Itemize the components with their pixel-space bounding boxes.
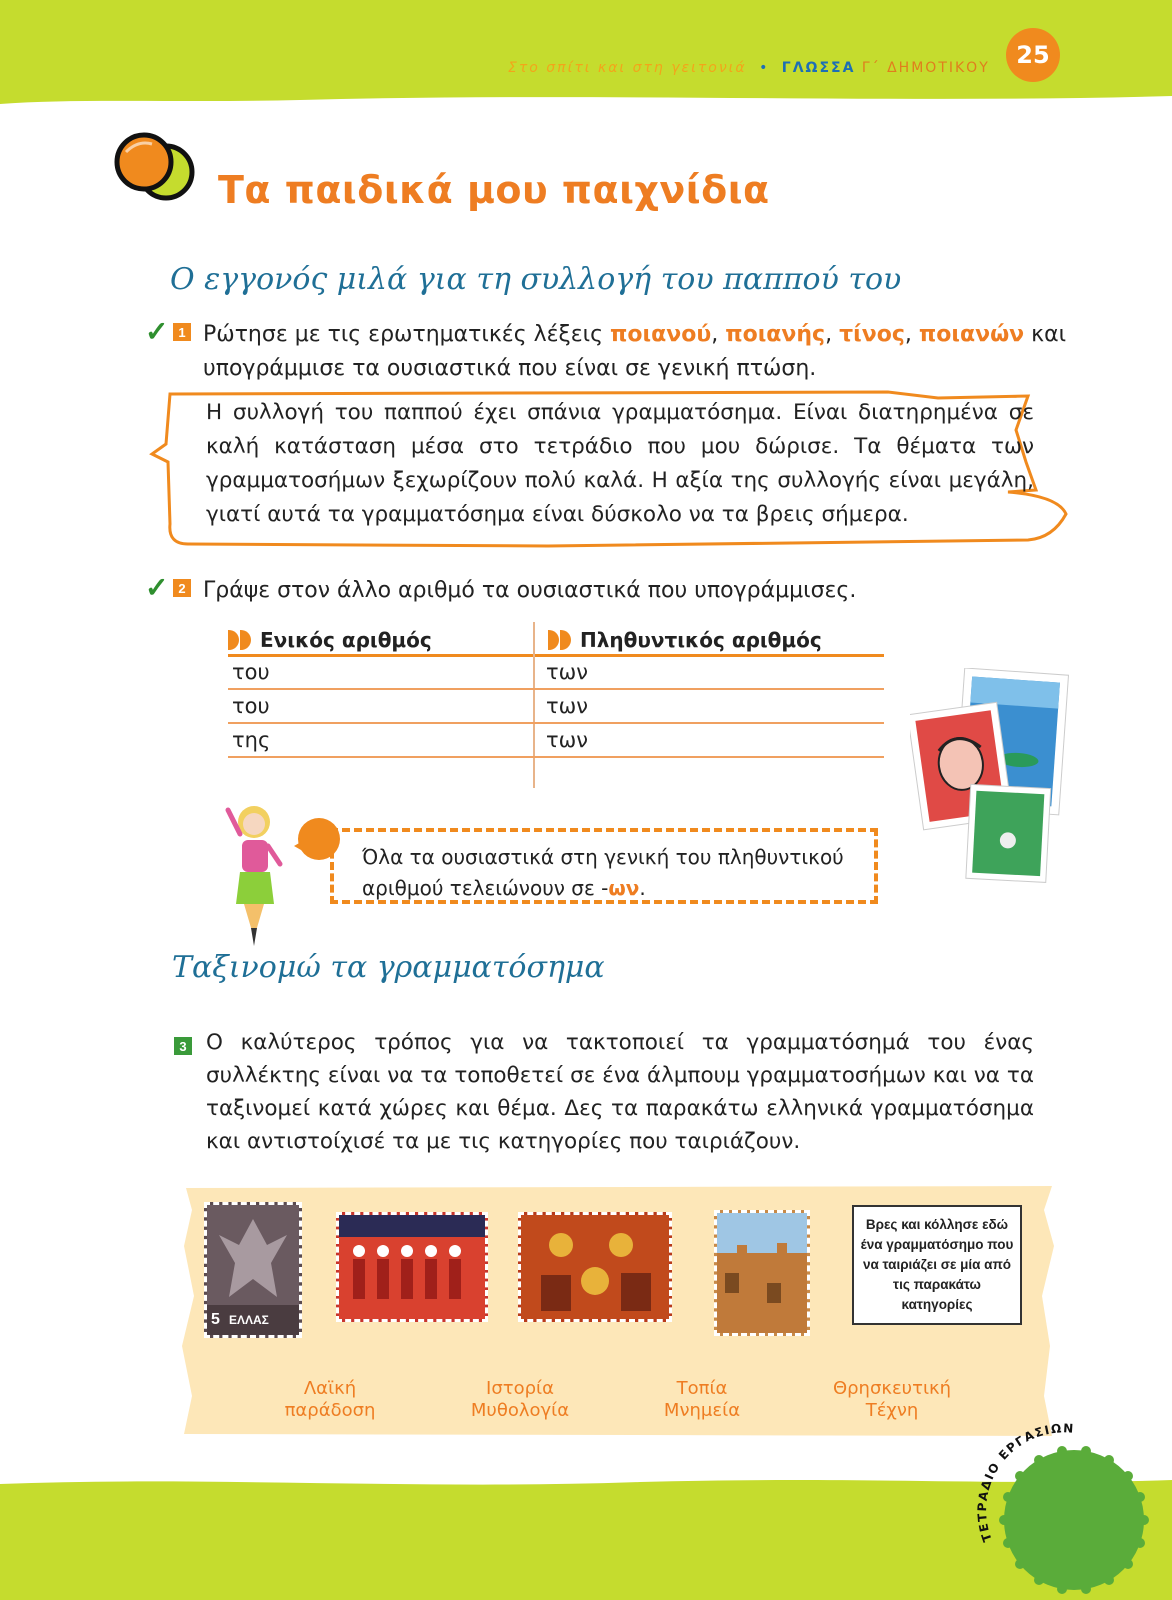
table-cell[interactable]: του: [232, 694, 270, 718]
table-cell[interactable]: της: [232, 728, 271, 752]
stamp-religious-art: [518, 1212, 672, 1322]
category-label: Τέχνη: [865, 1400, 919, 1421]
double-arrow-icon: [548, 630, 572, 650]
exercise-number-badge: 3: [174, 1037, 192, 1055]
section-title-collection: Ο εγγονός μιλά για τη συλλογή του παππού του: [170, 262, 902, 297]
question-word: τίνος: [839, 322, 905, 347]
table-divider: [228, 722, 884, 724]
grammar-note: [330, 828, 878, 904]
question-word: ποιανού: [610, 322, 712, 347]
header-label: Ενικός αριθμός: [260, 628, 432, 652]
question-word: ποιανής: [725, 322, 826, 347]
exercise-number-badge: 2: [173, 579, 191, 597]
table-cell[interactable]: των: [546, 728, 588, 752]
header-label: Πληθυντικός αριθμός: [580, 628, 822, 652]
category-label: Τοπία: [676, 1378, 728, 1399]
stamp-art: [339, 1215, 485, 1319]
exercise-1: [145, 318, 1066, 386]
question-word: ποιανών: [918, 322, 1025, 347]
stamp-monument: [714, 1210, 810, 1336]
category-label: παράδοση: [284, 1400, 376, 1421]
exercise-3-instruction: Ο καλύτερος τρόπος για να τακτοποιεί τα γραμματόσημά του ένας συλλέκτης είναι να τα τοποθετεί σε ένα άλμπουμ γραμματοσήμων και να τα ταξινομεί κατά χώρες και θέμα. Δες τα παρακάτω ελληνικά γραμματόσημα και αντιστοίχισέ τα με τις κατηγορίες που ταιριάζουν.: [206, 1030, 1034, 1154]
table-divider: [228, 654, 884, 657]
exercise-number-badge: 1: [173, 323, 191, 341]
category-history-mythology[interactable]: [460, 1378, 580, 1422]
section-title-sort: Ταξινομώ τα γραμματόσημα: [172, 950, 605, 985]
table-cell[interactable]: των: [546, 694, 588, 718]
category-label: Μνημεία: [663, 1400, 741, 1421]
exercise-1-instruction: [203, 318, 1066, 386]
header-grade: Γ΄ ΔΗΜΟΤΙΚΟΥ: [861, 60, 990, 76]
exercise-2: [145, 574, 856, 608]
category-folk-tradition[interactable]: [270, 1378, 390, 1422]
check-icon: ✓: [145, 316, 169, 347]
note-ending: ων: [608, 876, 640, 900]
running-header: [508, 60, 990, 76]
instruction-text: και: [1031, 322, 1067, 347]
note-text: .: [639, 876, 646, 900]
category-religious-art[interactable]: [822, 1378, 962, 1422]
separator: ,: [825, 322, 833, 347]
stamps-illustration: [910, 668, 1080, 888]
header-band: [0, 0, 1172, 106]
category-label: Λαϊκή: [303, 1378, 357, 1399]
stamp-mythology: [204, 1202, 302, 1338]
workbook-badge: [950, 1410, 1172, 1600]
stamp-art: [717, 1213, 807, 1333]
instruction-text: Ρώτησε με τις ερωτηματικές λέξεις: [203, 322, 604, 347]
table-column-divider: [533, 622, 535, 788]
stamp-art: [521, 1215, 669, 1319]
note-text: Όλα τα ουσιαστικά στη γενική του πληθυντικού: [362, 845, 844, 869]
passage-text: Η συλλογή του παππού έχει σπάνια γραμματόσημα. Είναι διατηρημένα σε καλή κατάσταση μέσα στο τετράδιο που μου δώρισε. Τα θέματα των γραμματοσήμων ξεχωρίζουν πολύ καλά. Η αξία της συλλογής είναι μεγάλη, γιατί αυτά τα γραμματόσημα είναι δύσκολο να τα βρεις σήμερα.: [206, 400, 1034, 527]
page-title: Τα παιδικά μου παιχνίδια: [218, 168, 770, 212]
stamp-folk-dance: [336, 1212, 488, 1322]
category-landscapes-monuments[interactable]: [642, 1378, 762, 1422]
table-header-singular: [228, 628, 432, 652]
header-series: Στο σπίτι και στη γειτονιά: [508, 60, 747, 76]
double-arrow-icon: [228, 630, 252, 650]
table-divider: [228, 756, 884, 758]
stamp-country: ΕΛΛΑΣ: [229, 1313, 269, 1327]
separator: ,: [711, 322, 719, 347]
category-label: Ιστορία: [486, 1378, 554, 1399]
header-bullet: •: [759, 60, 770, 76]
category-label: Θρησκευτική: [832, 1378, 952, 1399]
category-label: Μυθολογία: [470, 1400, 570, 1421]
separator: ,: [904, 322, 912, 347]
check-icon: ✓: [145, 572, 169, 603]
header-subject: ΓΛΩΣΣΑ: [781, 60, 856, 76]
page-number: 25: [1006, 28, 1060, 82]
speech-pointer-icon: [294, 838, 308, 854]
stamp-value: 5: [211, 1311, 220, 1328]
table-divider: [228, 688, 884, 690]
exercise-2-instruction: Γράψε στον άλλο αριθμό τα ουσιαστικά που υπογράμμισες.: [203, 578, 857, 603]
girl-pencil-illustration: [216, 800, 286, 950]
badge-text: ΤΕΤΡΑΔΙΟ ΕΡΓΑΣΙΩΝ: [975, 1421, 1076, 1544]
circles-icon: [110, 130, 196, 202]
table-cell[interactable]: των: [546, 660, 588, 684]
table-cell[interactable]: του: [232, 660, 270, 684]
glue-stamp-box[interactable]: Βρες και κόλλησε εδώ ένα γραμματόσημο που να ταιριάζει σε μία από τις παρακάτω κατηγορίες: [852, 1205, 1022, 1325]
instruction-text: υπογράμμισε τα ουσιαστικά που είναι σε γενική πτώση.: [203, 356, 817, 381]
table-header-plural: [548, 628, 822, 652]
note-text: αριθμού τελειώνουν σε -: [362, 876, 609, 900]
